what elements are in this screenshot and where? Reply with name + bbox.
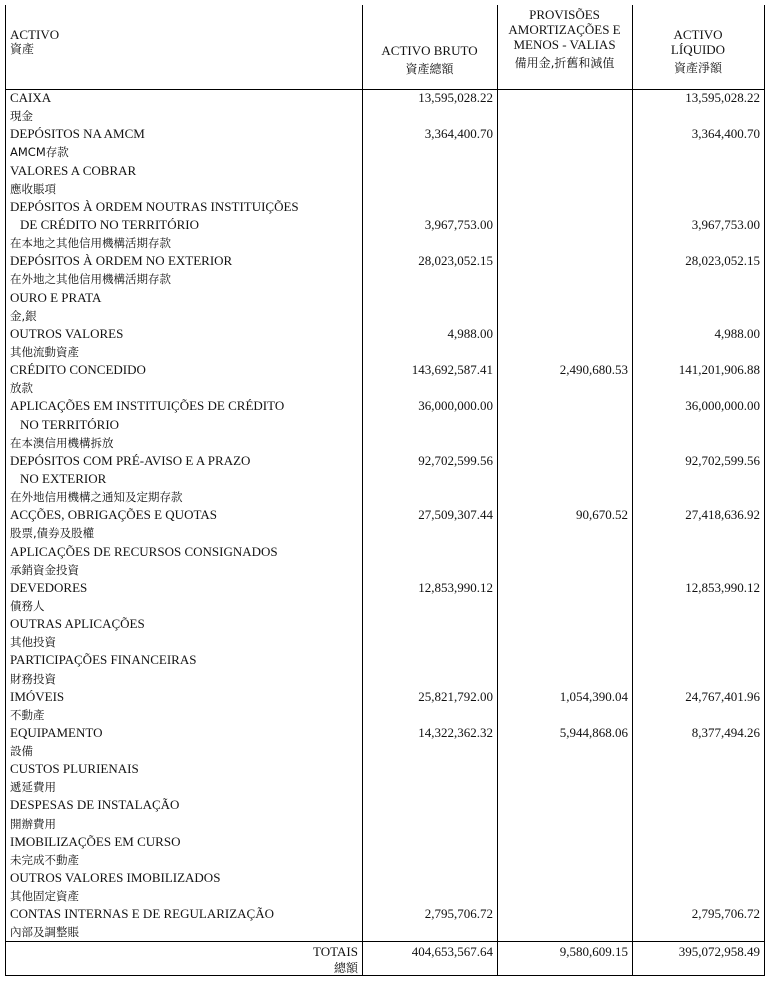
row-label-zh: 應收賬項 bbox=[10, 181, 56, 196]
row-label-pt: NO EXTERIOR bbox=[20, 470, 107, 486]
row-label-pt: OUTRAS APLICAÇÕES bbox=[10, 616, 145, 632]
row-label-pt: DE CRÉDITO NO TERRITÓRIO 3,967,753.00 3,967,753.00 bbox=[20, 216, 760, 232]
cell-activo-bruto: 2,795,706.72 bbox=[424, 906, 493, 922]
row-label-pt: IMÓVEIS 25,821,792.00 1,054,390.04 24,767,401.96 bbox=[10, 688, 760, 704]
row-label-pt: ACÇÕES, OBRIGAÇÕES E QUOTAS 27,509,307.44 90,670.52 27,418,636.92 bbox=[10, 507, 760, 523]
row-label-zh: 內部及調整賬 bbox=[10, 925, 79, 940]
row-label-pt: OUTROS VALORES IMOBILIZADOS bbox=[10, 870, 221, 886]
table-row bbox=[6, 361, 764, 397]
row-label-zh: 在本澳信用機構拆放 bbox=[10, 435, 114, 450]
row-label-zh: 不動產 bbox=[10, 707, 45, 722]
table-row bbox=[6, 760, 764, 796]
row-label-pt: APLICAÇÕES DE RECURSOS CONSIGNADOS bbox=[10, 543, 278, 559]
table-row bbox=[6, 89, 764, 125]
row-label-zh: 承銷資金投資 bbox=[10, 562, 79, 577]
row-label-pt: DEPÓSITOS NA AMCM 3,364,400.70 3,364,400.70 bbox=[10, 126, 760, 142]
cell-provisoes: 90,670.52 bbox=[576, 507, 628, 523]
cell-activo-bruto: 25,821,792.00 bbox=[418, 688, 493, 704]
header-liq-zh: 資產淨額 bbox=[673, 61, 722, 75]
totals-row bbox=[6, 941, 764, 977]
row-label-zh: 在外地信用機構之通知及定期存款 bbox=[10, 490, 183, 505]
table-body bbox=[6, 89, 764, 942]
header-prov-pt-1: PROVISÕES bbox=[529, 7, 600, 22]
cell-activo-liquido: 4,988.00 bbox=[714, 325, 760, 341]
table-row bbox=[6, 688, 764, 724]
cell-activo-liquido: 36,000,000.00 bbox=[685, 398, 760, 414]
header-activo-pt: ACTIVO bbox=[10, 27, 60, 42]
header-prov-zh: 備用金,折舊和減值 bbox=[514, 56, 615, 70]
totals-label-pt: TOTAIS bbox=[313, 944, 358, 959]
row-label-zh: 開辦費用 bbox=[10, 816, 56, 831]
balance-sheet-table bbox=[5, 5, 765, 976]
cell-activo-bruto: 12,853,990.12 bbox=[418, 579, 493, 595]
totals-label-zh: 總額 bbox=[333, 961, 358, 975]
row-label-zh: 其他投資 bbox=[10, 635, 56, 650]
table-row bbox=[6, 325, 764, 361]
header-activo-liquido bbox=[632, 27, 764, 76]
row-label-zh: 金,銀 bbox=[10, 308, 37, 323]
header-prov-pt-2: AMORTIZAÇÕES E bbox=[508, 22, 621, 37]
table-row bbox=[6, 869, 764, 905]
cell-activo-bruto: 3,364,400.70 bbox=[424, 126, 493, 142]
table-row bbox=[6, 796, 764, 832]
cell-activo-bruto: 92,702,599.56 bbox=[418, 452, 493, 468]
header-liq-pt-1: ACTIVO bbox=[673, 27, 723, 42]
cell-activo-liquido: 27,418,636.92 bbox=[685, 507, 760, 523]
table-row bbox=[6, 724, 764, 760]
row-label-zh: AMCM存款 bbox=[10, 145, 69, 160]
table-row bbox=[6, 615, 764, 651]
table-row bbox=[6, 162, 764, 198]
header-bruto-pt: ACTIVO BRUTO bbox=[381, 43, 478, 58]
table-row bbox=[6, 833, 764, 869]
cell-activo-liquido: 8,377,494.26 bbox=[691, 724, 760, 740]
header-provisoes bbox=[497, 7, 632, 71]
row-label-pt: PARTICIPAÇÕES FINANCEIRAS bbox=[10, 652, 197, 668]
cell-activo-liquido: 3,967,753.00 bbox=[691, 216, 760, 232]
row-label-pt: CAIXA 13,595,028.22 13,595,028.22 bbox=[10, 90, 760, 105]
cell-activo-bruto: 14,322,362.32 bbox=[418, 724, 493, 740]
table-row bbox=[6, 397, 764, 451]
table-row bbox=[6, 905, 764, 941]
cell-activo-bruto: 4,988.00 bbox=[447, 325, 493, 341]
row-label-zh: 債務人 bbox=[10, 598, 45, 613]
cell-activo-liquido: 13,595,028.22 bbox=[685, 90, 760, 105]
row-label-zh: 現金 bbox=[10, 109, 33, 124]
cell-provisoes: 5,944,868.06 bbox=[559, 724, 628, 740]
row-label-pt: VALORES A COBRAR bbox=[10, 162, 137, 178]
header-activo-zh: 資產 bbox=[10, 42, 35, 56]
cell-activo-bruto: 27,509,307.44 bbox=[418, 507, 493, 523]
cell-activo-liquido: 92,702,599.56 bbox=[685, 452, 760, 468]
row-label-zh: 其他流動資產 bbox=[10, 344, 79, 359]
cell-activo-liquido: 2,795,706.72 bbox=[691, 906, 760, 922]
cell-activo-bruto: 143,692,587.41 bbox=[411, 362, 493, 378]
row-label-pt: EQUIPAMENTO 14,322,362.32 5,944,868.06 8,377,494.26 bbox=[10, 724, 760, 740]
row-label-zh: 其他固定資產 bbox=[10, 889, 79, 904]
totals-label bbox=[256, 944, 358, 976]
row-label-pt: NO TERRITÓRIO bbox=[20, 416, 120, 432]
table-row bbox=[6, 252, 764, 288]
table-row bbox=[6, 198, 764, 252]
header-liq-pt-2: LÍQUIDO bbox=[670, 42, 726, 57]
cell-provisoes: 2,490,680.53 bbox=[559, 362, 628, 378]
row-label-pt: OURO E PRATA bbox=[10, 289, 102, 305]
row-label-pt: IMOBILIZAÇÕES EM CURSO bbox=[10, 833, 181, 849]
totals-liquido: 395,072,958.49 bbox=[678, 944, 760, 959]
header-activo-bruto bbox=[362, 43, 497, 77]
row-label-zh: 遞延費用 bbox=[10, 780, 56, 795]
cell-activo-liquido: 3,364,400.70 bbox=[691, 126, 760, 142]
row-label-pt: DESPESAS DE INSTALAÇÃO bbox=[10, 797, 180, 813]
row-label-zh: 設備 bbox=[10, 744, 33, 759]
row-label-pt: APLICAÇÕES EM INSTITUIÇÕES DE CRÉDITO 36,000,000.00 36,000,000.00 bbox=[10, 398, 760, 414]
cell-activo-bruto: 28,023,052.15 bbox=[418, 253, 493, 269]
row-label-pt: DEPÓSITOS À ORDEM NO EXTERIOR 28,023,052.15 28,023,052.15 bbox=[10, 253, 760, 269]
row-label-zh: 未完成不動產 bbox=[10, 852, 79, 867]
cell-activo-bruto: 3,967,753.00 bbox=[424, 216, 493, 232]
cell-activo-bruto: 13,595,028.22 bbox=[418, 90, 493, 105]
table-row bbox=[6, 289, 764, 325]
cell-provisoes: 1,054,390.04 bbox=[559, 688, 628, 704]
table-row bbox=[6, 579, 764, 615]
cell-activo-liquido: 141,201,906.88 bbox=[678, 362, 760, 378]
table-row bbox=[6, 125, 764, 161]
header-activo bbox=[10, 27, 59, 57]
row-label-pt: DEPÓSITOS À ORDEM NOUTRAS INSTITUIÇÕES bbox=[10, 198, 299, 214]
cell-activo-liquido: 12,853,990.12 bbox=[685, 579, 760, 595]
row-label-zh: 財務投資 bbox=[10, 671, 56, 686]
totals-provisoes: 9,580,609.15 bbox=[559, 944, 628, 959]
row-label-pt: DEVEDORES 12,853,990.12 12,853,990.12 bbox=[10, 579, 760, 595]
header-bruto-zh: 資產總額 bbox=[405, 62, 454, 76]
header-prov-pt-3: MENOS - VALIAS bbox=[513, 37, 616, 52]
row-label-pt: DEPÓSITOS COM PRÉ-AVISO E A PRAZO 92,702,599.56 92,702,599.56 bbox=[10, 452, 760, 468]
row-label-pt: CUSTOS PLURIENAIS bbox=[10, 761, 139, 777]
table-row bbox=[6, 543, 764, 579]
table-header bbox=[6, 5, 764, 90]
row-label-zh: 股票,債券及股權 bbox=[10, 526, 95, 541]
cell-activo-bruto: 36,000,000.00 bbox=[418, 398, 493, 414]
table-row bbox=[6, 452, 764, 506]
row-label-pt: CRÉDITO CONCEDIDO 143,692,587.41 2,490,680.53 141,201,906.88 bbox=[10, 362, 760, 378]
row-label-zh: 在本地之其他信用機構活期存款 bbox=[10, 236, 171, 251]
table-row bbox=[6, 651, 764, 687]
row-label-pt: CONTAS INTERNAS E DE REGULARIZAÇÃO 2,795,706.72 2,795,706.72 bbox=[10, 906, 760, 922]
table-row bbox=[6, 506, 764, 542]
row-label-pt: OUTROS VALORES 4,988.00 4,988.00 bbox=[10, 325, 760, 341]
cell-activo-liquido: 28,023,052.15 bbox=[685, 253, 760, 269]
row-label-zh: 在外地之其他信用機構活期存款 bbox=[10, 272, 171, 287]
row-label-zh: 放款 bbox=[10, 381, 33, 396]
totals-bruto: 404,653,567.64 bbox=[411, 944, 493, 959]
cell-activo-liquido: 24,767,401.96 bbox=[685, 688, 760, 704]
